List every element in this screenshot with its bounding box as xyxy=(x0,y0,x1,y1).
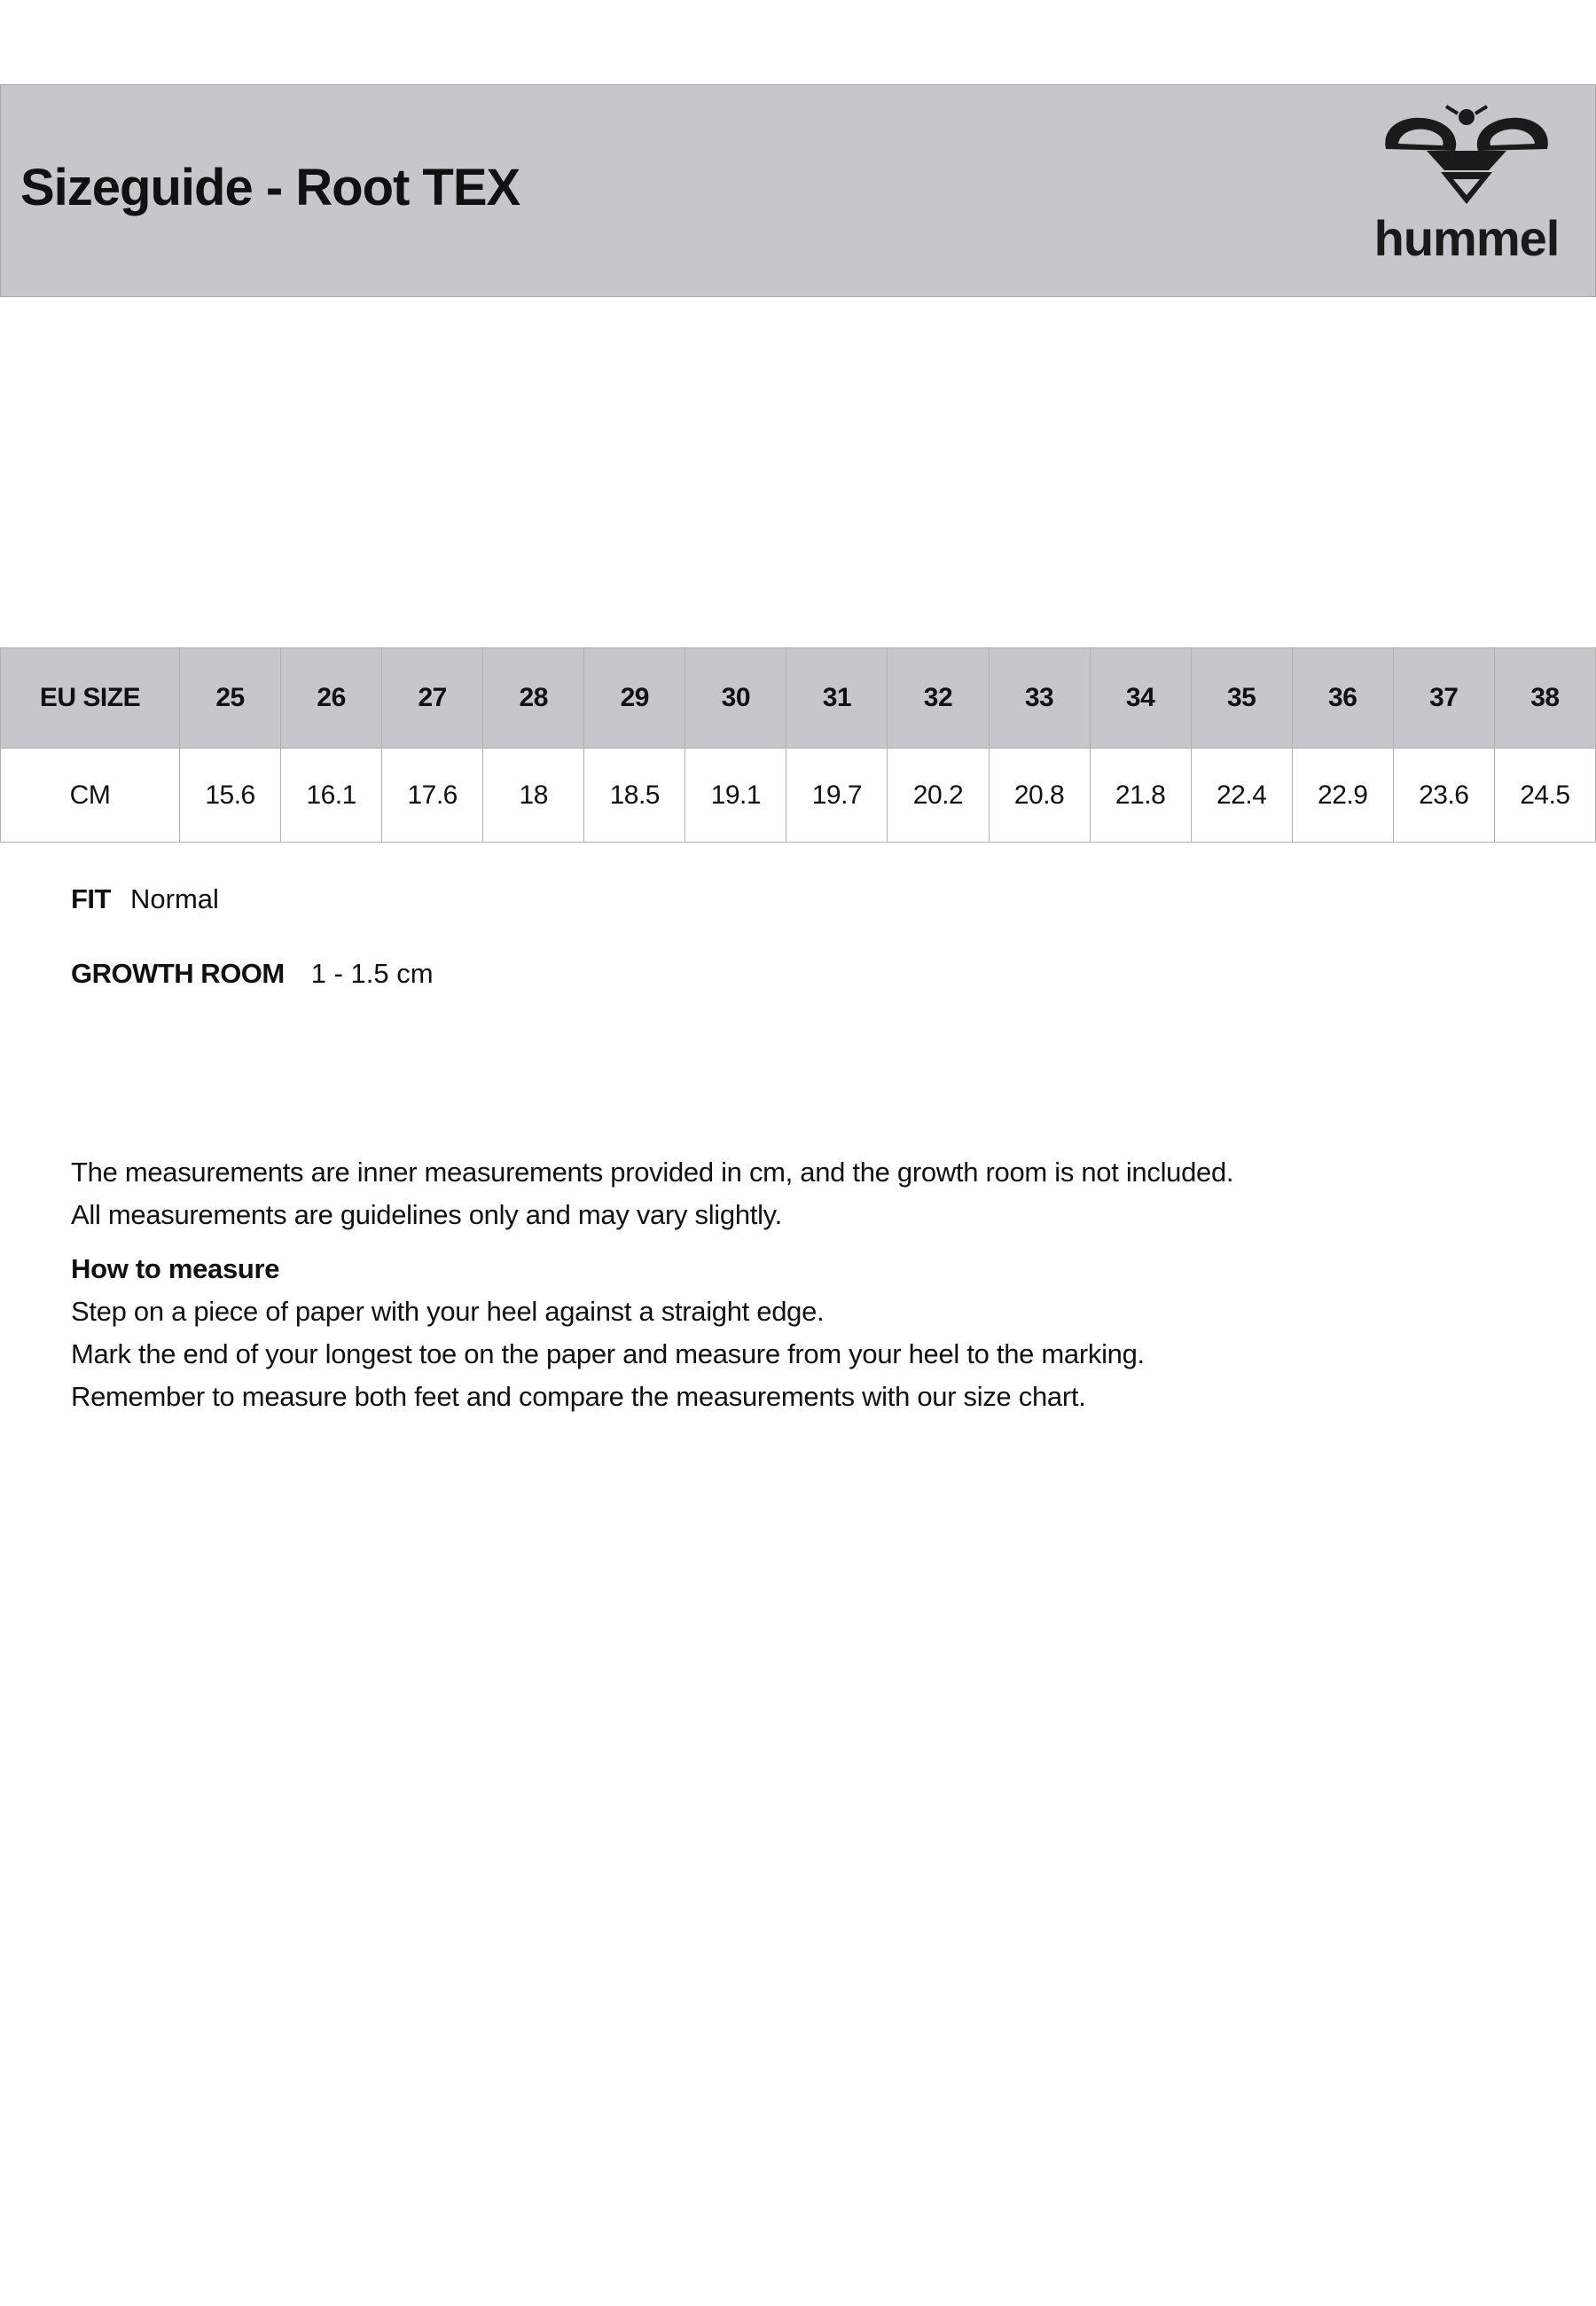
cm-cell: 20.2 xyxy=(888,749,989,843)
logo-wordmark: hummel xyxy=(1373,210,1560,266)
eu-size-cell: 36 xyxy=(1292,648,1393,749)
eu-size-label: EU SIZE xyxy=(1,648,180,749)
page-title: Sizeguide - Root TEX xyxy=(20,159,520,216)
cm-cell: 24.5 xyxy=(1494,749,1595,843)
eu-size-cell: 25 xyxy=(180,648,281,749)
cm-cell: 21.8 xyxy=(1090,749,1191,843)
eu-size-cell: 29 xyxy=(584,648,685,749)
cm-cell: 22.9 xyxy=(1292,749,1393,843)
cm-cell: 17.6 xyxy=(382,749,483,843)
eu-size-row xyxy=(1,648,1596,749)
growth-room-info xyxy=(71,958,434,990)
eu-size-cell: 32 xyxy=(888,648,989,749)
eu-size-cell: 27 xyxy=(382,648,483,749)
cm-label: CM xyxy=(1,749,180,843)
note-line: The measurements are inner measurements provided in cm, and the growth room is not included. xyxy=(71,1157,1234,1188)
growth-room-value: 1 - 1.5 cm xyxy=(310,958,434,989)
size-table xyxy=(0,647,1596,843)
cm-row xyxy=(1,749,1596,843)
cm-cell: 16.1 xyxy=(281,749,382,843)
cm-cell: 18 xyxy=(483,749,584,843)
note-line: All measurements are guidelines only and may vary slightly. xyxy=(71,1199,782,1230)
eu-size-cell: 33 xyxy=(989,648,1090,749)
how-to-measure-heading: How to measure xyxy=(71,1253,280,1284)
eu-size-cell: 34 xyxy=(1090,648,1191,749)
cm-cell: 15.6 xyxy=(180,749,281,843)
fit-value: Normal xyxy=(130,883,219,914)
cm-cell: 19.7 xyxy=(786,749,888,843)
measurement-notes xyxy=(71,1151,1490,1418)
eu-size-cell: 26 xyxy=(281,648,382,749)
fit-label: FIT xyxy=(71,883,111,914)
cm-cell: 19.1 xyxy=(685,749,786,843)
cm-cell: 22.4 xyxy=(1191,749,1292,843)
eu-size-cell: 28 xyxy=(483,648,584,749)
growth-room-label: GROWTH ROOM xyxy=(71,958,285,989)
cm-cell: 18.5 xyxy=(584,749,685,843)
hummel-logo xyxy=(1373,105,1560,282)
header-banner xyxy=(0,84,1596,297)
eu-size-cell: 38 xyxy=(1494,648,1595,749)
fit-info xyxy=(71,883,219,915)
measure-step: Step on a piece of paper with your heel against a straight edge. xyxy=(71,1296,825,1327)
eu-size-cell: 35 xyxy=(1191,648,1292,749)
eu-size-cell: 31 xyxy=(786,648,888,749)
eu-size-cell: 37 xyxy=(1393,648,1494,749)
measure-step: Remember to measure both feet and compare the measurements with our size chart. xyxy=(71,1381,1086,1412)
cm-cell: 23.6 xyxy=(1393,749,1494,843)
cm-cell: 20.8 xyxy=(989,749,1090,843)
eu-size-cell: 30 xyxy=(685,648,786,749)
hummel-bee-icon xyxy=(1373,105,1560,211)
measure-step: Mark the end of your longest toe on the paper and measure from your heel to the marking. xyxy=(71,1338,1145,1369)
